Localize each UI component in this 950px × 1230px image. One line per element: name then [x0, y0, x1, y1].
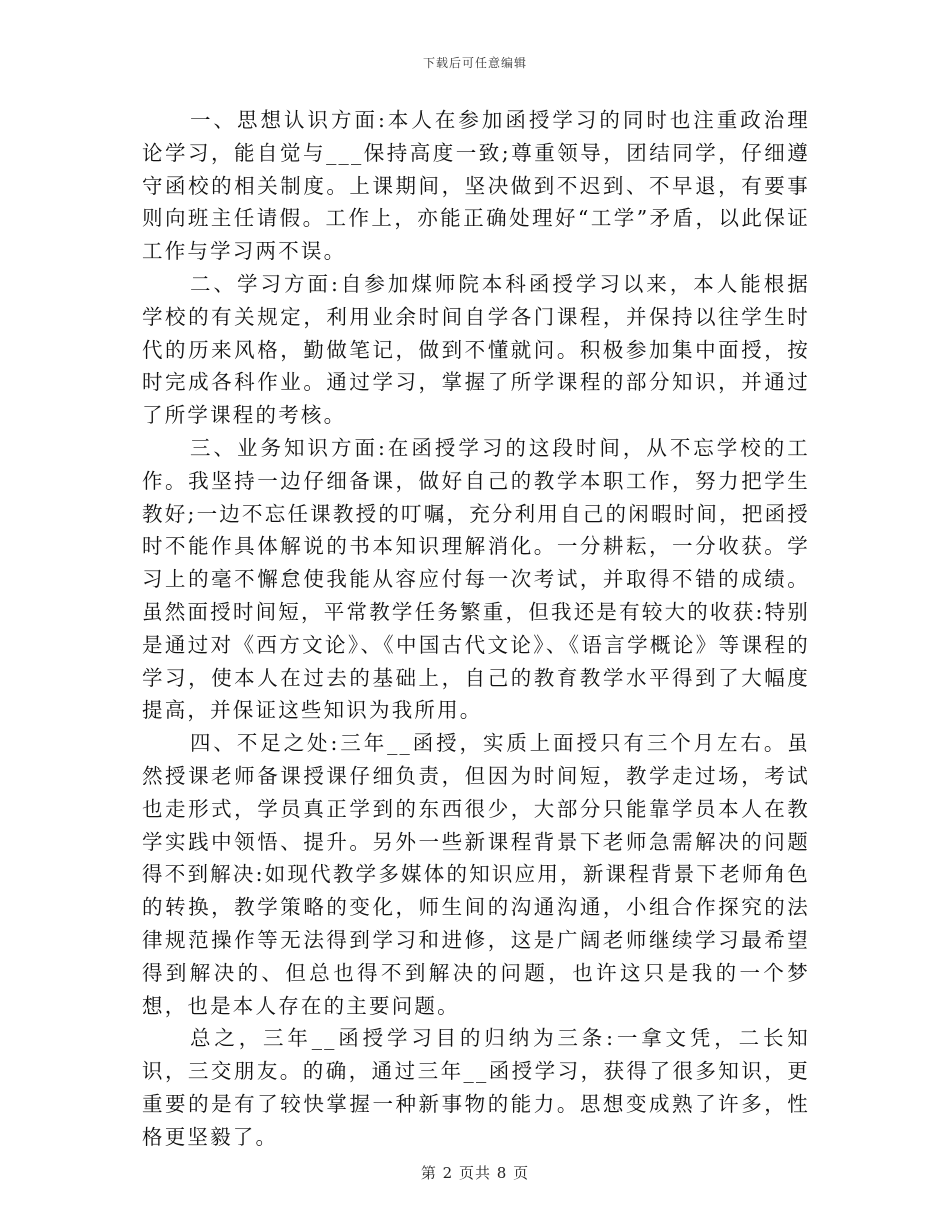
- page-header: 下载后可任意编辑: [422, 56, 527, 70]
- paragraph-shortcomings: 四、不足之处:三年__函授，实质上面授只有三个月左右。虽然授课老师备课授课仔细负责，但因为时间短，教学走过场，考试也走形式，学员真正学到的东西很少，大部分只能靠学员本人在教学实践中领悟、提升。另外一些新课程背景下老师急需解决的问题得不到解决:如现代教学多媒体的知识应用，新课程背景下老师角色的转换，教学策略的变化，师生间的沟通沟通，小组合作探究的法律规范操作等无法得到学习和进修，这是广阔老师继续学习最希望得到解决的、但总也得不到解决的问题，也许这只是我的一个梦想，也是本人存在的主要问题。: [142, 731, 810, 1018]
- paragraph-thought: 一、思想认识方面:本人在参加函授学习的同时也注重政治理论学习，能自觉与___保持高度一致;尊重领导，团结同学，仔细遵守函校的相关制度。上课期间，坚决做到不迟到、不早退，有要事则向班主任请假。工作上，亦能正确处理好“工学”矛盾，以此保证工作与学习两不误。: [142, 108, 810, 264]
- paragraph-summary: 总之，三年__函授学习目的归纳为三条:一拿文凭，二长知识，三交朋友。的确，通过三年__函授学习，获得了很多知识，更重要的是有了较快掌握一种新事物的能力。思想变成熟了许多，性格更坚毅了。: [142, 1026, 810, 1149]
- paragraph-study: 二、学习方面:自参加煤师院本科函授学习以来，本人能根据学校的有关规定，利用业余时间自学各门课程，并保持以往学生时代的历来风格，勤做笔记，做到不懂就问。积极参加集中面授，按时完成各科作业。通过学习，掌握了所学课程的部分知识，并通过了所学课程的考核。: [142, 271, 810, 428]
- page-number: 第 2 页共 8 页: [420, 1164, 530, 1182]
- paragraph-professional-knowledge: 三、业务知识方面:在函授学习的这段时间，从不忘学校的工作。我坚持一边仔细备课，做好自己的教学本职工作，努力把学生教好;一边不忘任课教授的叮嘱，充分利用自己的闲暇时间，把函授时不能作具体解说的书本知识理解消化。一分耕耘，一分收获。学习上的毫不懈怠使我能从容应付每一次考试，并取得不错的成绩。虽然面授时间短，平常教学任务繁重，但我还是有较大的收获:特别是通过对《西方文论》、《中国古代文论》、《语言学概论》等课程的学习，使本人在过去的基础上，自己的教育教学水平得到了大幅度提高，并保证这些知识为我所用。: [142, 435, 810, 723]
- document-body: [142, 104, 810, 1154]
